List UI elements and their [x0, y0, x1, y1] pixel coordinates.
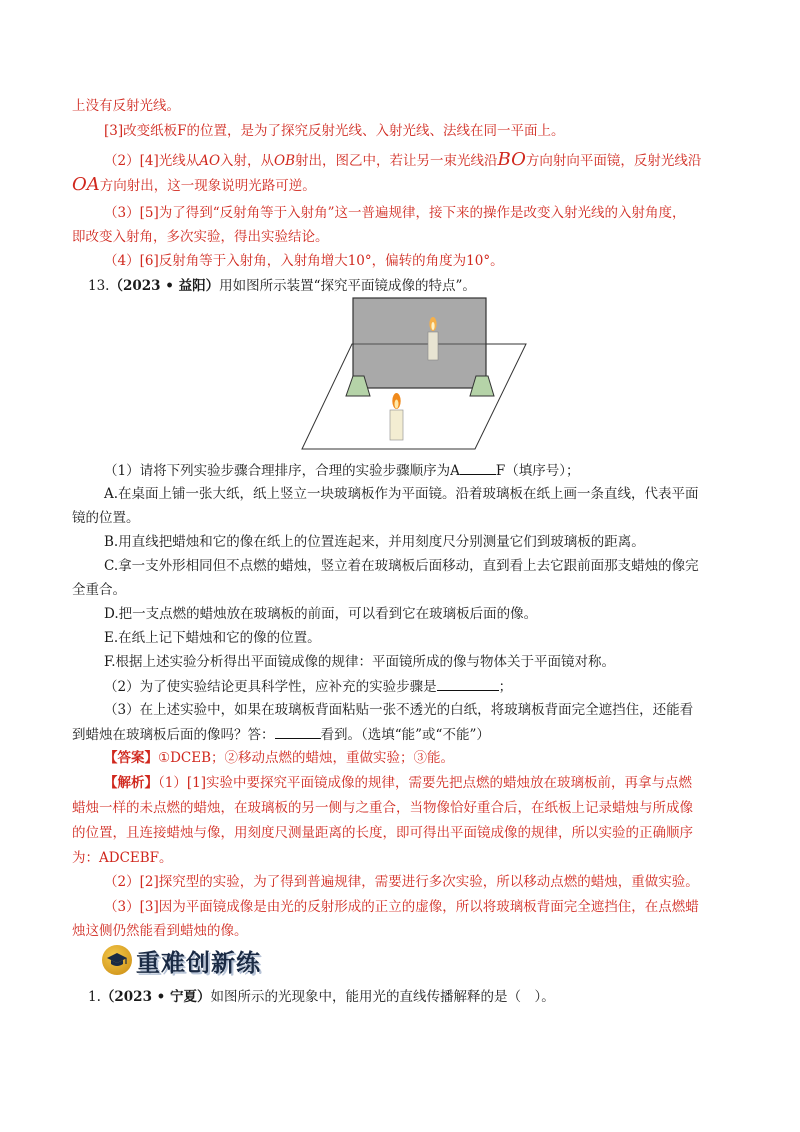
section-banner: [102, 943, 261, 977]
subquestion-1: （1）请将下列实验步骤合理排序，合理的实验步骤顺序为A F（填序号）；: [104, 460, 579, 481]
step-c-line-2: 全重合。: [72, 582, 126, 598]
section-title: 重难创新练: [136, 948, 261, 977]
blank-3[interactable]: [275, 724, 321, 739]
subquestion-3-line-2: 到蜡烛在玻璃板后面的像吗？答： 看到。（选填“能”或“不能”）: [72, 724, 490, 745]
step-a-line-1: A.在桌面上铺一张大纸，纸上竖立一块玻璃板作为平面镜。沿着玻璃板在纸上画一条直线，代表平面: [104, 486, 699, 502]
analysis-line-7: 烛这侧仍然能看到蜡烛的像。: [72, 923, 248, 939]
analysis-line-2: 蜡烛一样的未点燃的蜡烛，在玻璃板的另一侧与之重合，当物像恰好重合后，在纸板上记录蜡烛与所成像: [72, 800, 693, 816]
answer-line-7: （4）[6]反射角等于入射角，入射角增大10°，偏转的角度为10°。: [104, 253, 504, 269]
graduation-cap-icon: [102, 945, 132, 975]
answer-line-2: [3]改变纸板F的位置，是为了探究反射光线、入射光线、法线在同一平面上。: [104, 123, 565, 139]
step-a-line-2: 镜的位置。: [72, 510, 140, 526]
problem-1-title: 1.（2023 • 宁夏）如图所示的光现象中，能用光的直线传播解释的是（ ）。: [88, 989, 555, 1005]
glass-plate: [353, 298, 486, 388]
analysis-line-4: 为：ADCEBF。: [72, 850, 173, 866]
step-e: E.在纸上记下蜡烛和它的像的位置。: [104, 630, 321, 646]
answer-line-1: 上没有反射光线。: [72, 98, 180, 114]
analysis-line-6: （3）[3]因为平面镜成像是由光的反射形成的正立的虚像，所以将玻璃板背面完全遮挡住，在点燃蜡: [104, 899, 699, 915]
lit-candle: [390, 410, 403, 440]
answer-line-6: 即改变入射角，多次实验，得出实验结论。: [72, 229, 329, 245]
analysis-line-5: （2）[2]探究型的实验，为了得到普遍规律，需要进行多次实验，所以移动点燃的蜡烛，重做实验。: [104, 874, 699, 890]
image-candle: [428, 332, 438, 360]
answer-block: 【答案】①DCEB；②移动点燃的蜡烛，重做实验；③能。: [104, 750, 455, 766]
answer-line-3: （2）[4]光线从AO入射，从OB射出，图乙中，若让另一束光线沿BO方向射向平面镜，反射光线沿: [104, 149, 702, 170]
subquestion-2: （2）为了使实验结论更具科学性，应补充的实验步骤是 ；: [104, 676, 512, 697]
step-d: D.把一支点燃的蜡烛放在玻璃板的前面，可以看到它在玻璃板后面的像。: [104, 606, 538, 622]
analysis-line-3: 的位置，且连接蜡烛与像，用刻度尺测量距离的长度，即可得出平面镜成像的规律，所以实验的正确顺序: [72, 825, 693, 841]
blank-2[interactable]: [437, 676, 499, 691]
step-f: F.根据上述实验分析得出平面镜成像的规律：平面镜所成的像与物体关于平面镜对称。: [104, 654, 616, 670]
mirror-experiment-figure: [300, 294, 530, 454]
step-b: B.用直线把蜡烛和它的像在纸上的位置连起来，并用刻度尺分别测量它们到玻璃板的距离。: [104, 534, 645, 550]
answer-line-5: （3）[5]为了得到“反射角等于入射角”这一普遍规律，接下来的操作是改变入射光线的入射角度，: [104, 205, 686, 221]
step-c-line-1: C.拿一支外形相同但不点燃的蜡烛，竖立着在玻璃板后面移动，直到看上去它跟前面那支蜡烛的像完: [104, 558, 699, 574]
blank-1[interactable]: [460, 460, 496, 475]
question-13-title: 13.（2023 • 益阳）用如图所示装置“探究平面镜成像的特点”。: [88, 278, 476, 294]
analysis-line-1: 【解析】（1）[1]实验中要探究平面镜成像的规律，需要先把点燃的蜡烛放在玻璃板前，再拿与点燃: [104, 775, 692, 791]
subquestion-3-line-1: （3）在上述实验中，如果在玻璃板背面粘贴一张不透光的白纸，将玻璃板背面完全遮挡住，还能看: [104, 702, 694, 718]
answer-line-4: OA方向射出，这一现象说明光路可逆。: [72, 174, 316, 195]
